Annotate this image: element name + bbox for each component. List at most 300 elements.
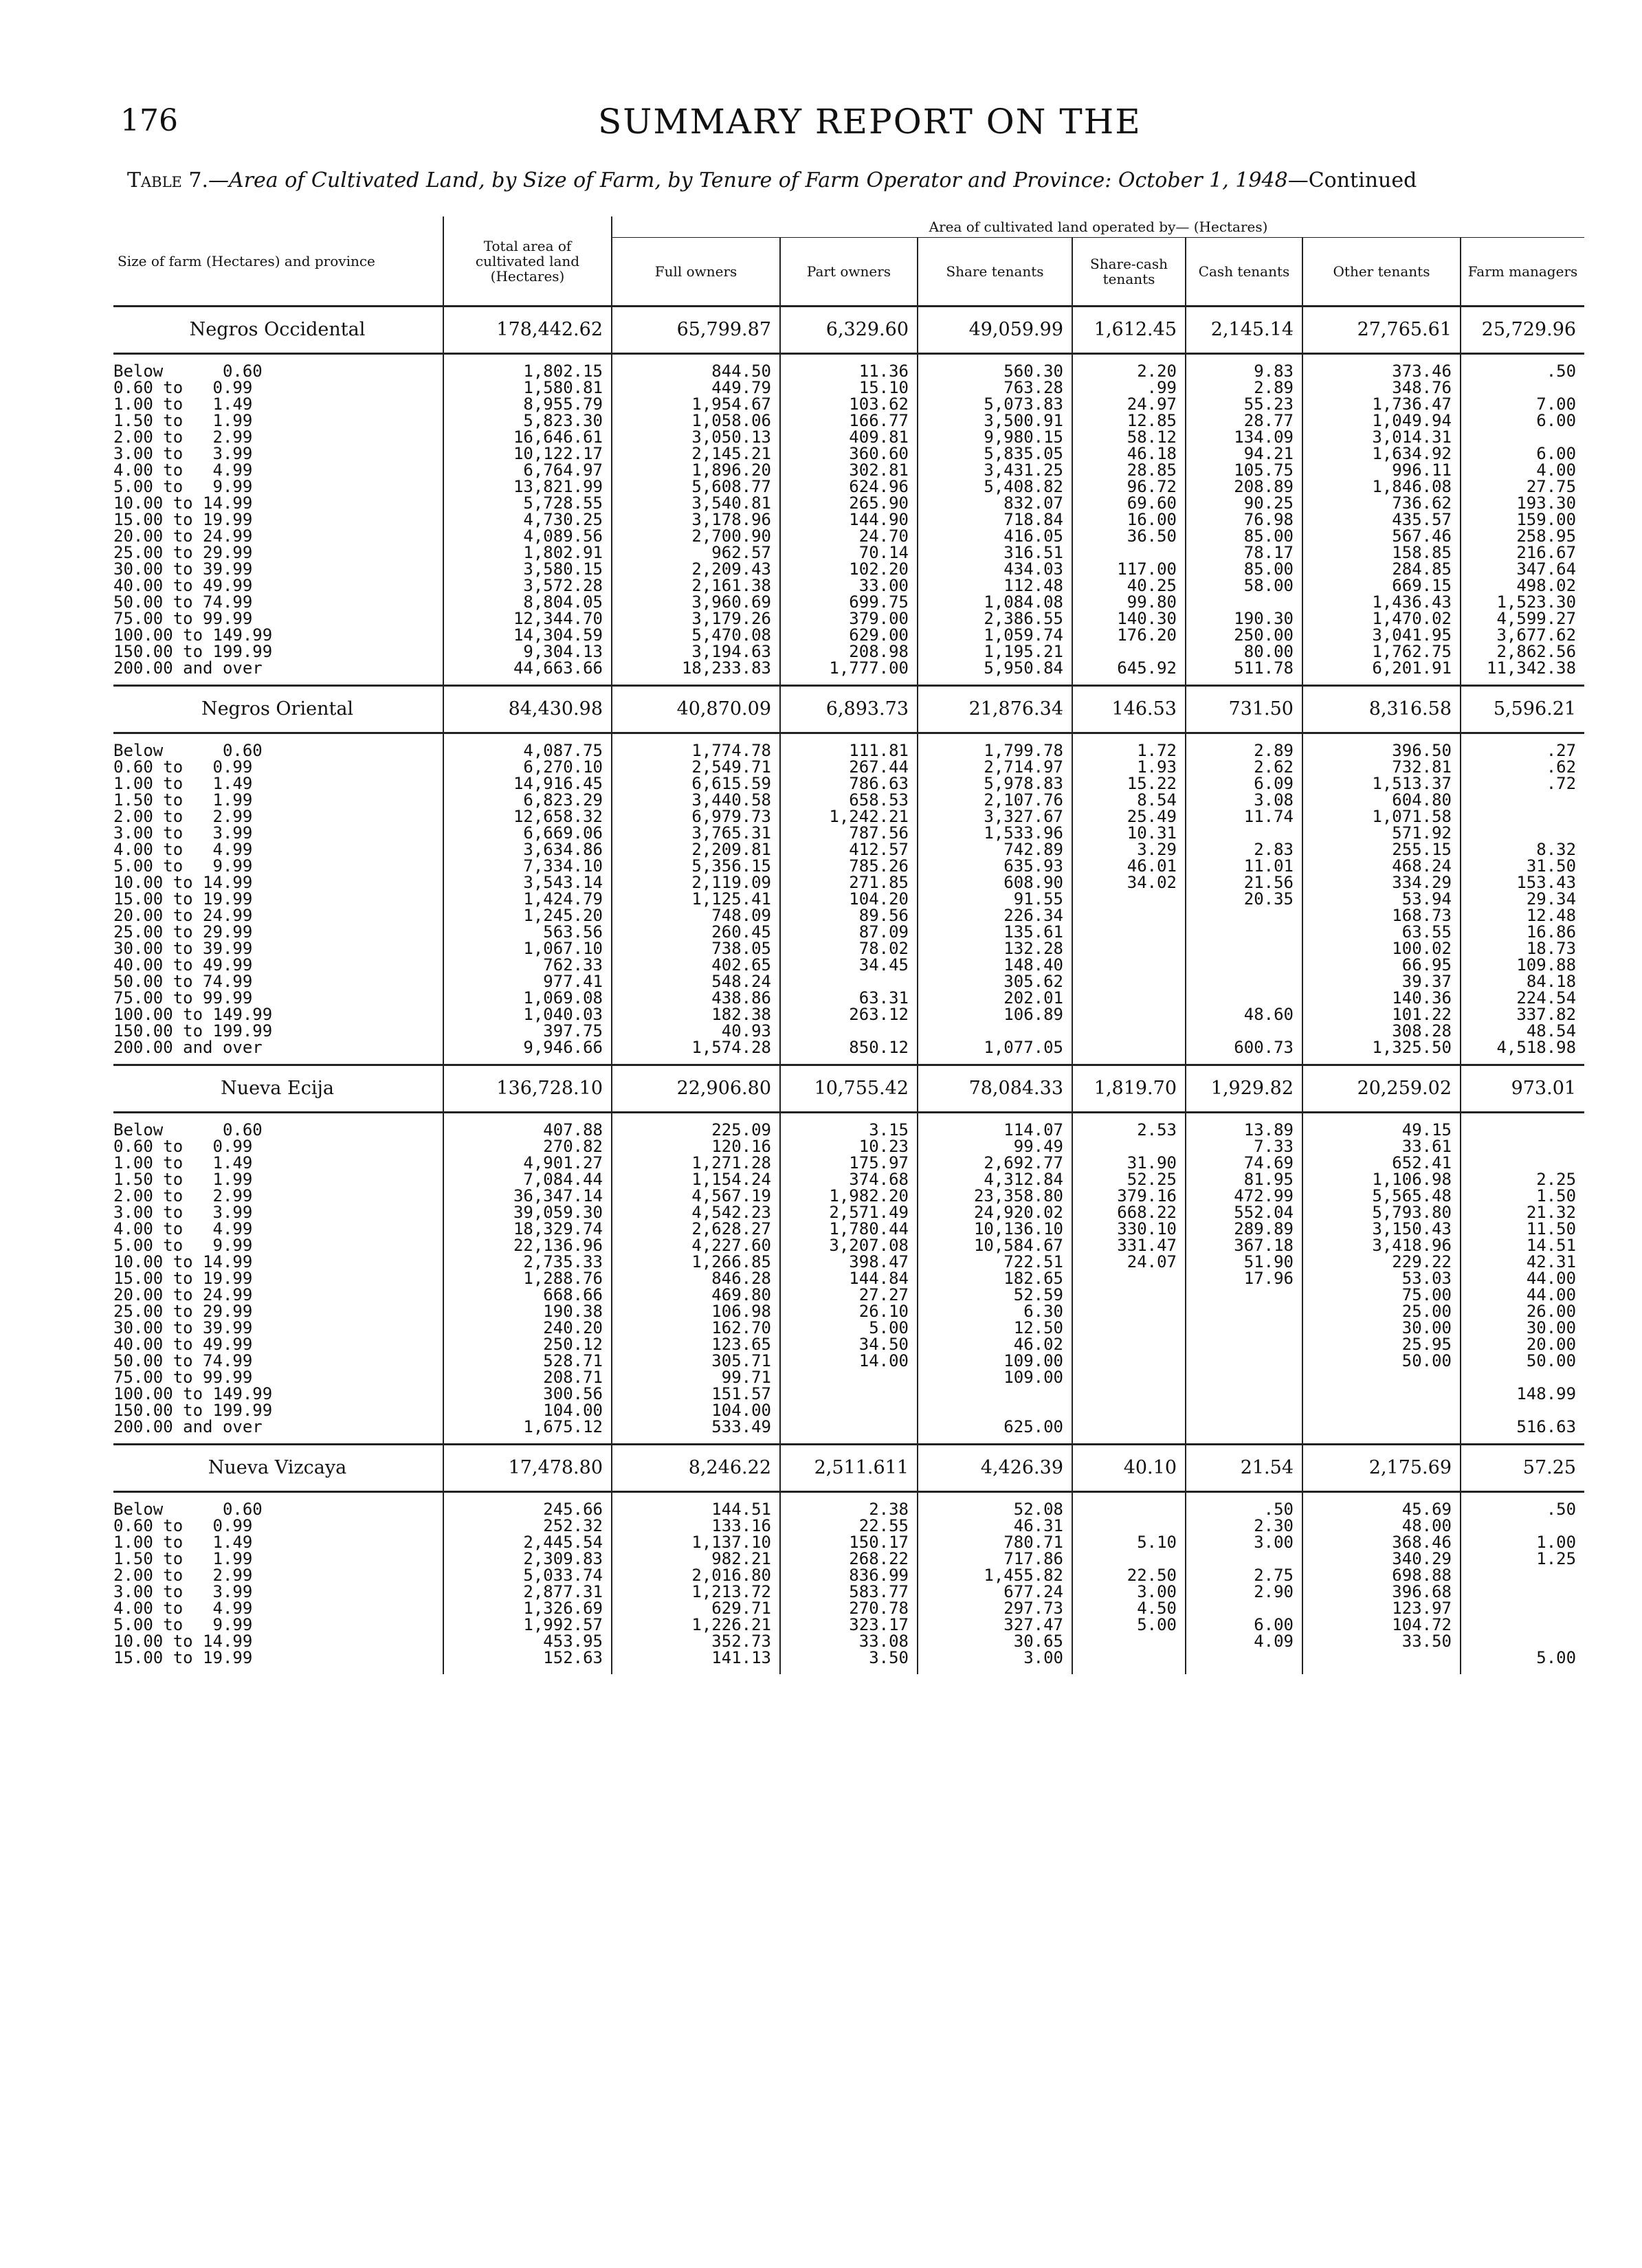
table-cell: 5,950.84 (918, 660, 1072, 676)
province-total-cell: 21.54 (1186, 1445, 1302, 1492)
province-total-cell: 2,175.69 (1302, 1445, 1461, 1492)
size-class-label: 4.00 to 4.99 (113, 462, 253, 478)
table-cell: 347.64 (1461, 561, 1584, 577)
table-cell: 2,119.09 (612, 874, 780, 891)
table-cell: 9,980.15 (918, 429, 1072, 445)
table-cell: 434.03 (918, 561, 1072, 577)
table-row (113, 1369, 1584, 1386)
table-row (113, 1171, 1584, 1188)
province-total-cell: 65,799.87 (612, 307, 780, 354)
table-cell: 104.20 (780, 891, 918, 907)
size-class-label: 100.00 to 149.99 (113, 1386, 273, 1402)
table-cell: 1,982.20 (780, 1188, 918, 1204)
table-cell: 3,207.08 (780, 1237, 918, 1254)
table-cell (1186, 1336, 1302, 1353)
table-cell: 1,846.08 (1302, 478, 1461, 495)
table-cell: 99.49 (918, 1138, 1072, 1155)
table-cell: 297.73 (918, 1600, 1072, 1616)
table-cell: 16.00 (1072, 511, 1186, 528)
size-class-label: 15.00 to 19.99 (113, 511, 253, 528)
table-cell: 583.77 (780, 1583, 918, 1600)
size-class-label: 3.00 to 3.99 (113, 825, 253, 841)
table-cell: 962.57 (612, 544, 780, 561)
province-total-cell: 40,870.09 (612, 686, 780, 733)
table-cell: 323.17 (780, 1616, 918, 1633)
table-cell: 1,580.81 (443, 379, 612, 396)
share-tenants-column-header: Share tenants (918, 238, 1072, 307)
table-cell: 24,920.02 (918, 1204, 1072, 1221)
table-cell: 832.07 (918, 495, 1072, 511)
table-cell: 1,245.20 (443, 907, 612, 924)
table-cell: 469.80 (612, 1287, 780, 1303)
table-cell: 24.70 (780, 528, 918, 544)
table-cell: 39.37 (1302, 973, 1461, 990)
table-cell: 2.53 (1072, 1122, 1186, 1138)
province-total-cell: 5,596.21 (1461, 686, 1584, 733)
table-cell: 2,209.43 (612, 561, 780, 577)
row-spacer (113, 1056, 1584, 1065)
table-cell: 24.97 (1072, 396, 1186, 412)
province-total-cell: 21,876.34 (918, 686, 1072, 733)
size-class-label: 1.50 to 1.99 (113, 412, 253, 429)
table-cell: 104.72 (1302, 1616, 1461, 1633)
table-cell: .27 (1461, 742, 1584, 759)
table-cell: 30.65 (918, 1633, 1072, 1649)
table-cell: 1.50 (1461, 1188, 1584, 1204)
table-cell: 120.16 (612, 1138, 780, 1155)
table-row (113, 1039, 1584, 1056)
table-cell (1186, 1402, 1302, 1419)
table-cell: 44.00 (1461, 1270, 1584, 1287)
table-cell (1072, 643, 1186, 660)
table-cell: 14,916.45 (443, 775, 612, 792)
share-cash-tenants-column-header: Share-cash tenants (1072, 238, 1186, 307)
table-cell: 12.85 (1072, 412, 1186, 429)
table-row (113, 363, 1584, 379)
table-row (113, 396, 1584, 412)
size-class-label: 3.00 to 3.99 (113, 445, 253, 462)
table-cell: 379.16 (1072, 1188, 1186, 1204)
table-cell: 226.34 (918, 907, 1072, 924)
table-cell: 340.29 (1302, 1550, 1461, 1567)
table-cell: 22,136.96 (443, 1237, 612, 1254)
table-cell: 271.85 (780, 874, 918, 891)
table-cell: 53.94 (1302, 891, 1461, 907)
table-cell: 175.97 (780, 1155, 918, 1171)
table-cell: 36.50 (1072, 528, 1186, 544)
table-cell (1072, 907, 1186, 924)
table-cell: 6.00 (1461, 412, 1584, 429)
table-cell: 1,455.82 (918, 1567, 1072, 1583)
province-total-cell: 40.10 (1072, 1445, 1186, 1492)
table-cell: 669.15 (1302, 577, 1461, 594)
table-cell: 5.00 (1461, 1649, 1584, 1666)
caption-label: Table 7. (127, 168, 209, 192)
size-class-label: 40.00 to 49.99 (113, 957, 253, 973)
table-cell: 66.95 (1302, 957, 1461, 973)
table-cell: 5.10 (1072, 1534, 1186, 1550)
table-cell: 3,580.15 (443, 561, 612, 577)
table-cell: 1,896.20 (612, 462, 780, 478)
table-cell: 567.46 (1302, 528, 1461, 544)
table-cell: 23,358.80 (918, 1188, 1072, 1204)
table-cell (1072, 1633, 1186, 1649)
table-cell: 1,069.08 (443, 990, 612, 1006)
table-cell: 552.04 (1186, 1204, 1302, 1221)
province-name: Nueva Vizcaya (113, 1445, 443, 1492)
table-cell: 87.09 (780, 924, 918, 940)
table-cell: 738.05 (612, 940, 780, 957)
table-cell: 2,107.76 (918, 792, 1072, 808)
table-row (113, 907, 1584, 924)
table-cell: 151.57 (612, 1386, 780, 1402)
table-cell: 600.73 (1186, 1039, 1302, 1056)
table-cell (1072, 1006, 1186, 1023)
table-cell: 305.71 (612, 1353, 780, 1369)
table-cell: 2.83 (1186, 841, 1302, 858)
table-cell: 150.17 (780, 1534, 918, 1550)
table-row (113, 990, 1584, 1006)
table-cell (1072, 1517, 1186, 1534)
table-cell (1072, 1303, 1186, 1320)
table-cell: 8.54 (1072, 792, 1186, 808)
table-cell (1072, 544, 1186, 561)
size-class-label: 20.00 to 24.99 (113, 528, 253, 544)
size-class-label: 30.00 to 39.99 (113, 561, 253, 577)
table-cell: 75.00 (1302, 1287, 1461, 1303)
table-cell: 5,793.80 (1302, 1204, 1461, 1221)
table-cell: 85.00 (1186, 561, 1302, 577)
table-row (113, 874, 1584, 891)
table-cell: 5,978.83 (918, 775, 1072, 792)
table-cell (1072, 1023, 1186, 1039)
table-cell: 780.71 (918, 1534, 1072, 1550)
table-cell: 1,049.94 (1302, 412, 1461, 429)
province-total-cell: 78,084.33 (918, 1065, 1072, 1113)
table-row (113, 495, 1584, 511)
table-cell: 763.28 (918, 379, 1072, 396)
province-total-cell: 178,442.62 (443, 307, 612, 354)
table-cell: 270.82 (443, 1138, 612, 1155)
table-row (113, 1336, 1584, 1353)
table-cell: 397.75 (443, 1023, 612, 1039)
table-row (113, 1006, 1584, 1023)
table-row (113, 1353, 1584, 1369)
table-cell (1186, 1419, 1302, 1435)
table-cell: 1,954.67 (612, 396, 780, 412)
table-cell: 8.32 (1461, 841, 1584, 858)
size-class-label: 5.00 to 9.99 (113, 478, 253, 495)
table-row (113, 1501, 1584, 1517)
table-row (113, 1419, 1584, 1435)
size-class-label: 4.00 to 4.99 (113, 841, 253, 858)
table-cell: 89.56 (780, 907, 918, 924)
size-class-label: 3.00 to 3.99 (113, 1204, 253, 1221)
table-cell: 412.57 (780, 841, 918, 858)
table-cell: .72 (1461, 775, 1584, 792)
size-class-label: 100.00 to 149.99 (113, 627, 273, 643)
table-cell: 4,089.56 (443, 528, 612, 544)
table-cell: 3.50 (780, 1649, 918, 1666)
table-cell: 123.65 (612, 1336, 780, 1353)
table-cell (1186, 907, 1302, 924)
table-cell: 3,327.67 (918, 808, 1072, 825)
table-cell: 498.02 (1461, 577, 1584, 594)
table-cell (1302, 1419, 1461, 1435)
table-row (113, 1402, 1584, 1419)
table-cell: 722.51 (918, 1254, 1072, 1270)
table-cell: 6,823.29 (443, 792, 612, 808)
table-cell: 4,730.25 (443, 511, 612, 528)
table-cell: 31.90 (1072, 1155, 1186, 1171)
table-cell (1461, 808, 1584, 825)
table-cell: 22.50 (1072, 1567, 1186, 1583)
table-cell: 1,424.79 (443, 891, 612, 907)
row-spacer (113, 676, 1584, 686)
table-cell (1186, 1353, 1302, 1369)
size-class-label: 75.00 to 99.99 (113, 990, 253, 1006)
table-cell (918, 1386, 1072, 1402)
table-cell: 21.56 (1186, 874, 1302, 891)
table-cell: 373.46 (1302, 363, 1461, 379)
table-row (113, 940, 1584, 957)
size-class-label: 150.00 to 199.99 (113, 1402, 273, 1419)
size-class-label: 10.00 to 14.99 (113, 1254, 253, 1270)
table-cell: 162.70 (612, 1320, 780, 1336)
table-cell: 255.15 (1302, 841, 1461, 858)
table-cell: 3,014.31 (1302, 429, 1461, 445)
table-cell: 25.00 (1302, 1303, 1461, 1320)
table-cell: 58.00 (1186, 577, 1302, 594)
table-row (113, 1649, 1584, 1666)
province-total-cell: 10,755.42 (780, 1065, 918, 1113)
table-cell: 2.25 (1461, 1171, 1584, 1188)
table-cell: 4,599.27 (1461, 610, 1584, 627)
table-cell: 472.99 (1186, 1188, 1302, 1204)
table-cell: 152.63 (443, 1649, 612, 1666)
table-cell: 368.46 (1302, 1534, 1461, 1550)
table-cell (1186, 990, 1302, 1006)
table-cell: 53.03 (1302, 1270, 1461, 1287)
table-cell: 1,242.21 (780, 808, 918, 825)
province-total-cell: 57.25 (1461, 1445, 1584, 1492)
table-cell: 106.98 (612, 1303, 780, 1320)
table-row (113, 825, 1584, 841)
table-row (113, 1567, 1584, 1583)
farm-managers-column-header: Farm managers (1461, 238, 1584, 307)
province-total-cell: 2,145.14 (1186, 307, 1302, 354)
table-cell: 260.45 (612, 924, 780, 940)
table-cell: 14.51 (1461, 1237, 1584, 1254)
table-cell: 4,312.84 (918, 1171, 1072, 1188)
size-column-header: Size of farm (Hectares) and province (113, 216, 443, 307)
table-cell: 645.92 (1072, 660, 1186, 676)
table-cell: 168.73 (1302, 907, 1461, 924)
table-cell: 1,736.47 (1302, 396, 1461, 412)
table-cell: 3.00 (1186, 1534, 1302, 1550)
table-cell: 33.50 (1302, 1633, 1461, 1649)
table-cell: 50.00 (1461, 1353, 1584, 1369)
table-row (113, 561, 1584, 577)
table-cell: 15.10 (780, 379, 918, 396)
table-row (113, 1550, 1584, 1567)
table-cell: 2,445.54 (443, 1534, 612, 1550)
province-total-cell: 8,316.58 (1302, 686, 1461, 733)
province-name: Nueva Ecija (113, 1065, 443, 1113)
table-cell: 20.35 (1186, 891, 1302, 907)
table-row (113, 610, 1584, 627)
table-cell: 114.07 (918, 1122, 1072, 1138)
table-cell: 305.62 (918, 973, 1072, 990)
table-cell: 2,161.38 (612, 577, 780, 594)
province-name: Negros Oriental (113, 686, 443, 733)
table-cell: 63.55 (1302, 924, 1461, 940)
table-cell: 182.65 (918, 1270, 1072, 1287)
size-class-label: 30.00 to 39.99 (113, 1320, 253, 1336)
table-row (113, 1155, 1584, 1171)
table-cell: 4.50 (1072, 1600, 1186, 1616)
table-cell: 2,016.80 (612, 1567, 780, 1583)
size-class-label: 150.00 to 199.99 (113, 1023, 273, 1039)
table-cell: 40.25 (1072, 577, 1186, 594)
table-cell: 3,418.96 (1302, 1237, 1461, 1254)
table-cell: 1,802.91 (443, 544, 612, 561)
table-cell: 2,877.31 (443, 1583, 612, 1600)
table-cell (780, 1402, 918, 1419)
table-cell: 2,628.27 (612, 1221, 780, 1237)
table-cell (918, 1023, 1072, 1039)
size-class-label: 1.50 to 1.99 (113, 1171, 253, 1188)
table-row (113, 1616, 1584, 1633)
table-cell: 159.00 (1461, 511, 1584, 528)
table-cell: 26.00 (1461, 1303, 1584, 1320)
table-cell: 1,288.76 (443, 1270, 612, 1287)
table-cell: 787.56 (780, 825, 918, 841)
table-cell: 135.61 (918, 924, 1072, 940)
table-cell: 46.01 (1072, 858, 1186, 874)
table-cell: 3.29 (1072, 841, 1186, 858)
table-cell: 6,764.97 (443, 462, 612, 478)
province-total-row (113, 686, 1584, 733)
table-row (113, 1517, 1584, 1534)
table-cell: 106.89 (918, 1006, 1072, 1023)
size-class-label: 25.00 to 29.99 (113, 544, 253, 561)
table-cell: 91.55 (918, 891, 1072, 907)
table-cell: 18.73 (1461, 940, 1584, 957)
table-cell: 1.25 (1461, 1550, 1584, 1567)
size-class-label: 2.00 to 2.99 (113, 808, 253, 825)
table-cell: .99 (1072, 379, 1186, 396)
table-cell: 717.86 (918, 1550, 1072, 1567)
table-cell: 5,823.30 (443, 412, 612, 429)
size-class-label: 20.00 to 24.99 (113, 907, 253, 924)
table-cell: 5,728.55 (443, 495, 612, 511)
table-cell: 208.98 (780, 643, 918, 660)
table-row (113, 1237, 1584, 1254)
table-cell: 90.25 (1186, 495, 1302, 511)
table-cell: 105.75 (1186, 462, 1302, 478)
table-cell: 2.20 (1072, 363, 1186, 379)
table-cell: 100.02 (1302, 940, 1461, 957)
table-cell: 844.50 (612, 363, 780, 379)
table-cell: 193.30 (1461, 495, 1584, 511)
table-row (113, 643, 1584, 660)
table-cell: 308.28 (1302, 1023, 1461, 1039)
table-cell: 608.90 (918, 874, 1072, 891)
table-cell: 528.71 (443, 1353, 612, 1369)
table-cell: 94.21 (1186, 445, 1302, 462)
table-cell: 15.22 (1072, 775, 1186, 792)
size-class-label: 1.00 to 1.49 (113, 1155, 253, 1171)
table-cell: 22.55 (780, 1517, 918, 1534)
table-cell: 511.78 (1186, 660, 1302, 676)
size-class-label: 200.00 and over (113, 1419, 263, 1435)
table-cell: 5,033.74 (443, 1567, 612, 1583)
table-cell: 85.00 (1186, 528, 1302, 544)
size-class-label: 15.00 to 19.99 (113, 1270, 253, 1287)
table-cell (1072, 1419, 1186, 1435)
table-cell: 677.24 (918, 1583, 1072, 1600)
table-cell: 58.12 (1072, 429, 1186, 445)
size-class-label: 50.00 to 74.99 (113, 594, 253, 610)
table-cell: 1,077.05 (918, 1039, 1072, 1056)
table-cell: 1,992.57 (443, 1616, 612, 1633)
table-cell (1186, 1550, 1302, 1567)
table-cell: 148.40 (918, 957, 1072, 973)
table-cell: 3,041.95 (1302, 627, 1461, 643)
table-cell: 42.31 (1461, 1254, 1584, 1270)
table-cell: 996.11 (1302, 462, 1461, 478)
table-cell (1302, 1402, 1461, 1419)
table-cell: 39,059.30 (443, 1204, 612, 1221)
table-cell: 850.12 (780, 1039, 918, 1056)
table-cell: 12,344.70 (443, 610, 612, 627)
table-row (113, 1204, 1584, 1221)
table-cell: 258.95 (1461, 528, 1584, 544)
table-cell: 1,802.15 (443, 363, 612, 379)
table-cell: 6,270.10 (443, 759, 612, 775)
table-row (113, 742, 1584, 759)
size-class-label: 2.00 to 2.99 (113, 1567, 253, 1583)
table-cell (1072, 1039, 1186, 1056)
table-cell: 2.90 (1186, 1583, 1302, 1600)
province-total-cell: 22,906.80 (612, 1065, 780, 1113)
table-cell: 10,584.67 (918, 1237, 1072, 1254)
table-cell: 3.15 (780, 1122, 918, 1138)
table-cell: 1.72 (1072, 742, 1186, 759)
table-caption (127, 168, 1584, 192)
table-cell: 3.00 (918, 1649, 1072, 1666)
table-cell: 2.38 (780, 1501, 918, 1517)
table-cell (1072, 1402, 1186, 1419)
table-row (113, 792, 1584, 808)
province-total-cell: 136,728.10 (443, 1065, 612, 1113)
table-cell (1072, 924, 1186, 940)
table-cell: 11.74 (1186, 808, 1302, 825)
table-cell: 123.97 (1302, 1600, 1461, 1616)
table-cell: 453.95 (443, 1633, 612, 1649)
table-cell: 13.89 (1186, 1122, 1302, 1138)
table-cell: 18,329.74 (443, 1221, 612, 1237)
table-cell: 5.00 (1072, 1616, 1186, 1633)
table-cell: 402.65 (612, 957, 780, 973)
table-row (113, 412, 1584, 429)
table-row (113, 429, 1584, 445)
table-cell: 6,201.91 (1302, 660, 1461, 676)
size-class-label: 30.00 to 39.99 (113, 940, 253, 957)
table-cell: 176.20 (1072, 627, 1186, 643)
table-cell: 17.96 (1186, 1270, 1302, 1287)
